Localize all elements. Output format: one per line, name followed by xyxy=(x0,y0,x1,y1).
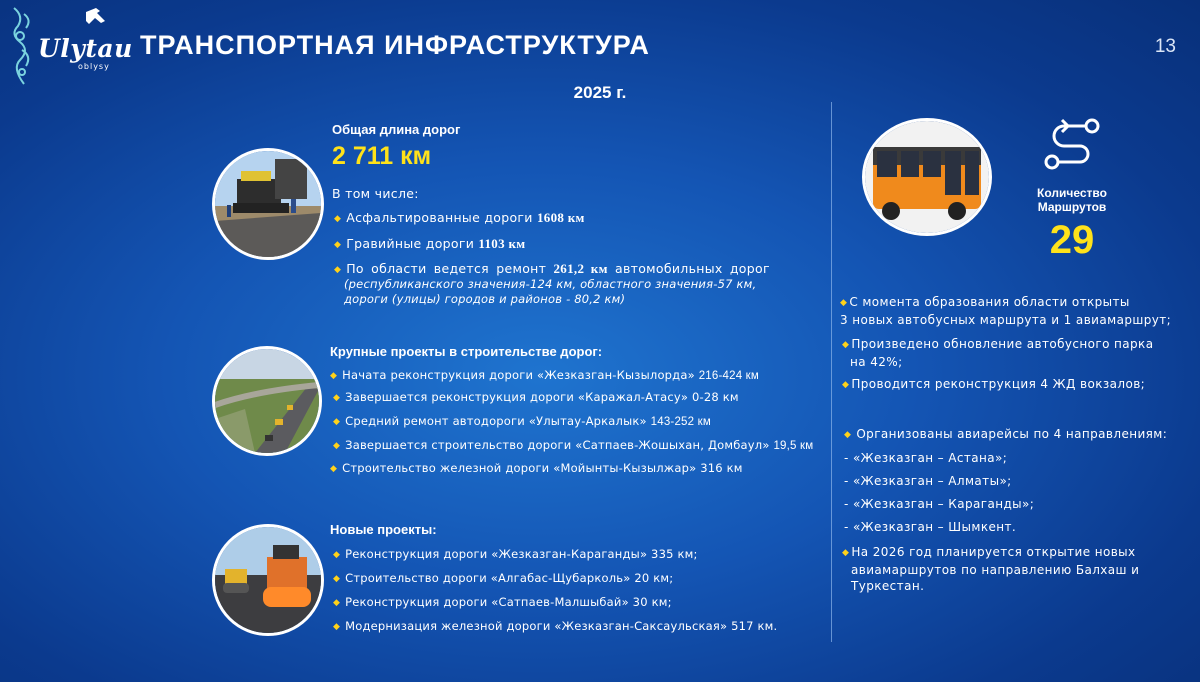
page-number: 13 xyxy=(1154,36,1176,57)
asphalt-value: 1608 км xyxy=(537,210,585,225)
diamond-bullet-icon: ◆ xyxy=(333,417,341,427)
diamond-bullet-icon: ◆ xyxy=(333,393,341,403)
page-title: ТРАНСПОРТНАЯ ИНФРАСТРУКТУРА xyxy=(140,30,650,60)
horse-logo-icon xyxy=(86,8,105,24)
diamond-bullet-icon: ◆ xyxy=(330,371,338,381)
diamond-bullet-icon: ◆ xyxy=(334,214,342,224)
major-project-item: ◆ Строительство железной дороги «Мойынты-Кызылжар» 316 км xyxy=(330,461,743,475)
roads-heading: Общая длина дорог xyxy=(332,122,461,137)
diamond-bullet-icon: ◆ xyxy=(334,265,342,275)
repair-note-2: дороги (улицы) городов и районов - 80,2 км) xyxy=(344,292,626,306)
brand-sub: oblysy xyxy=(78,62,110,71)
gravel-value: 1103 км xyxy=(478,236,526,251)
major-project-item: ◆ Завершается реконструкция дороги «Каражал-Атасу» 0-28 км xyxy=(333,390,739,404)
flight-item: - «Жезказган – Караганды»; xyxy=(844,497,1035,511)
new-project-item: ◆ Реконструкция дороги «Сатпаев-Малшыбай» 30 км; xyxy=(333,595,672,609)
bus-fleet-text: ◆ Произведено обновление автобусного парка на 42%; xyxy=(842,337,1154,369)
road-paver-photo xyxy=(212,148,324,260)
diamond-bullet-icon: ◆ xyxy=(333,441,341,451)
routes-label: Количество Маршрутов xyxy=(1037,186,1107,214)
new-routes-text: ◆ С момента образования области открыты 3 новых автобусных маршрута и 1 авиамаршрут; xyxy=(840,295,1172,327)
new-project-item: ◆ Модернизация железной дороги «Жезказган-Саксаульская» 517 км. xyxy=(333,619,778,633)
roads-total: 2 711 км xyxy=(332,142,432,170)
diamond-bullet-icon: ◆ xyxy=(333,622,341,632)
repair-item: ◆ По области ведется ремонт 261,2 км автомобильных дорог xyxy=(334,261,770,276)
rail-stations-text: ◆ Проводится реконструкция 4 ЖД вокзалов; xyxy=(842,377,1146,391)
brand-name: Ulytau xyxy=(38,34,133,63)
flight-item: - «Жезказган – Астана»; xyxy=(844,451,1008,465)
flight-item: - «Жезказган – Шымкент. xyxy=(844,520,1017,534)
new-projects-heading: Новые проекты: xyxy=(330,522,437,537)
roads-including: В том числе: xyxy=(332,186,419,201)
routes-count: 29 xyxy=(1049,218,1095,262)
diamond-bullet-icon: ◆ xyxy=(333,598,341,608)
diamond-bullet-icon: ◆ xyxy=(334,240,342,250)
major-project-item: ◆ Начата реконструкция дороги «Жезказган-Кызылорда» 216-424 км xyxy=(330,368,760,382)
repair-note-1: (республиканского значения-124 км, областного значения-57 км, xyxy=(344,277,757,291)
flight-item: - «Жезказган – Алматы»; xyxy=(844,474,1012,488)
flights-heading: ◆ Организованы авиарейсы по 4 направлениям: xyxy=(844,427,1168,441)
column-divider xyxy=(831,102,832,642)
future-routes-text: ◆ На 2026 год планируется открытие новых авиамаршрутов по направлению Балхаш и Туркестан. xyxy=(842,545,1140,593)
diamond-bullet-icon: ◆ xyxy=(844,430,852,440)
ulytau-logo xyxy=(8,4,133,90)
road-roller-photo xyxy=(212,524,324,636)
bus-photo xyxy=(862,118,992,236)
new-project-item: ◆ Реконструкция дороги «Жезказган-Караганды» 335 км; xyxy=(333,547,698,561)
diamond-bullet-icon: ◆ xyxy=(330,464,338,474)
repair-value: 261,2 км xyxy=(553,261,608,276)
diamond-bullet-icon: ◆ xyxy=(840,298,848,308)
major-projects-heading: Крупные проекты в строительстве дорог: xyxy=(330,344,603,359)
diamond-bullet-icon: ◆ xyxy=(842,548,850,558)
major-project-item: ◆ Средний ремонт автодороги «Улытау-Аркалык» 143-252 км xyxy=(333,414,711,428)
year-label: 2025 г. xyxy=(573,83,627,102)
major-project-item: ◆ Завершается строительство дороги «Сатпаев-Жошыхан, Домбаул» 19,5 км xyxy=(333,438,814,452)
diamond-bullet-icon: ◆ xyxy=(333,550,341,560)
route-icon xyxy=(1042,116,1102,176)
asphalt-item: ◆ Асфальтированные дороги 1608 км xyxy=(334,210,585,225)
new-project-item: ◆ Строительство дороги «Алгабас-Щубарколь» 20 км; xyxy=(333,571,674,585)
highway-photo xyxy=(212,346,322,456)
diamond-bullet-icon: ◆ xyxy=(842,340,850,350)
diamond-bullet-icon: ◆ xyxy=(842,380,850,390)
gravel-item: ◆ Гравийные дороги 1103 км xyxy=(334,236,526,251)
diamond-bullet-icon: ◆ xyxy=(333,574,341,584)
